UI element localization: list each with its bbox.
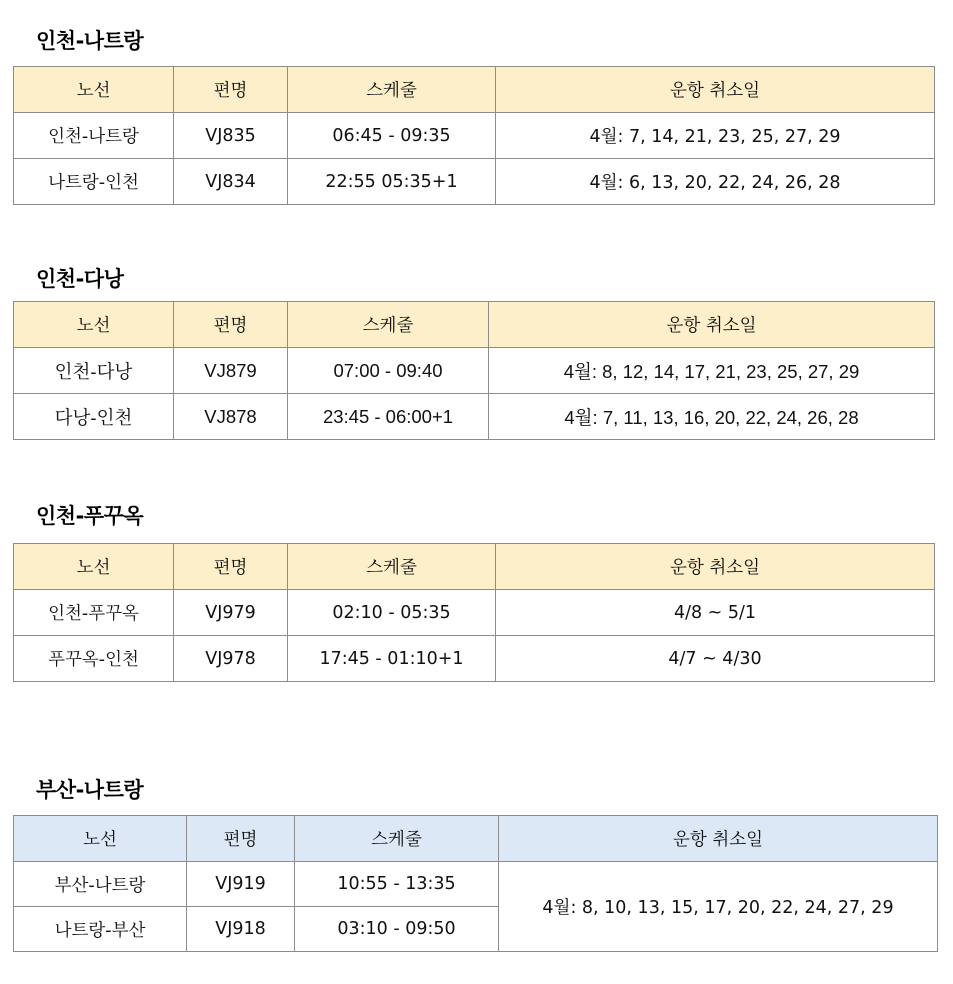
cell-route: 푸꾸옥-인천 [14, 636, 174, 682]
table-header-row [14, 67, 935, 113]
cell-cancel-dates: 4/7 ~ 4/30 [496, 636, 935, 682]
table-row [14, 862, 938, 907]
table-header-row [14, 544, 935, 590]
header-cancel-dates: 운항 취소일 [496, 544, 935, 590]
schedule-table-icn-cxr [13, 66, 935, 205]
header-schedule: 스케줄 [288, 302, 489, 348]
header-cancel-dates: 운항 취소일 [489, 302, 935, 348]
table-row [14, 394, 935, 440]
cell-schedule: 23:45 - 06:00+1 [288, 394, 489, 440]
cell-route: 인천-나트랑 [14, 113, 174, 159]
cell-route: 인천-다낭 [14, 348, 174, 394]
cell-cancel-dates: 4월: 7, 14, 21, 23, 25, 27, 29 [496, 113, 935, 159]
cell-route: 나트랑-인천 [14, 159, 174, 205]
cell-schedule: 07:00 - 09:40 [288, 348, 489, 394]
schedule-table-icn-dad [13, 301, 935, 440]
cell-flight: VJ878 [174, 394, 288, 440]
table-header-row [14, 816, 938, 862]
header-schedule: 스케줄 [288, 544, 496, 590]
cell-cancel-dates: 4월: 7, 11, 13, 16, 20, 22, 24, 26, 28 [489, 394, 935, 440]
cell-schedule: 06:45 - 09:35 [288, 113, 496, 159]
header-flight: 편명 [174, 67, 288, 113]
section-title-icn-dad: 인천-다낭 [36, 267, 124, 291]
cell-schedule: 10:55 - 13:35 [295, 862, 499, 907]
cell-cancel-dates: 4월: 8, 12, 14, 17, 21, 23, 25, 27, 29 [489, 348, 935, 394]
header-cancel-dates: 운항 취소일 [499, 816, 938, 862]
header-flight: 편명 [174, 544, 288, 590]
table-row [14, 159, 935, 205]
schedule-table-pus-cxr [13, 815, 938, 952]
schedule-table-icn-pqc [13, 543, 935, 682]
cell-route: 인천-푸꾸옥 [14, 590, 174, 636]
header-route: 노선 [14, 67, 174, 113]
table-row [14, 348, 935, 394]
header-route: 노선 [14, 302, 174, 348]
cell-flight: VJ919 [187, 862, 295, 907]
cell-schedule: 03:10 - 09:50 [295, 907, 499, 952]
table-header-row [14, 302, 935, 348]
header-schedule: 스케줄 [288, 67, 496, 113]
header-schedule: 스케줄 [295, 816, 499, 862]
header-flight: 편명 [187, 816, 295, 862]
table-row [14, 590, 935, 636]
header-route: 노선 [14, 544, 174, 590]
cell-flight: VJ978 [174, 636, 288, 682]
section-title-pus-cxr: 부산-나트랑 [36, 778, 144, 802]
cell-cancel-dates: 4/8 ~ 5/1 [496, 590, 935, 636]
cell-schedule: 22:55 05:35+1 [288, 159, 496, 205]
cell-schedule: 02:10 - 05:35 [288, 590, 496, 636]
cell-route: 나트랑-부산 [14, 907, 187, 952]
cell-cancel-dates: 4월: 6, 13, 20, 22, 24, 26, 28 [496, 159, 935, 205]
section-title-icn-pqc: 인천-푸꾸옥 [36, 504, 144, 528]
cell-flight: VJ834 [174, 159, 288, 205]
header-flight: 편명 [174, 302, 288, 348]
cell-route: 다낭-인천 [14, 394, 174, 440]
header-cancel-dates: 운항 취소일 [496, 67, 935, 113]
header-route: 노선 [14, 816, 187, 862]
section-title-icn-cxr: 인천-나트랑 [36, 29, 144, 53]
cell-schedule: 17:45 - 01:10+1 [288, 636, 496, 682]
cell-route: 부산-나트랑 [14, 862, 187, 907]
cell-flight: VJ979 [174, 590, 288, 636]
cell-flight: VJ879 [174, 348, 288, 394]
cell-flight: VJ918 [187, 907, 295, 952]
cell-cancel-dates-merged: 4월: 8, 10, 13, 15, 17, 20, 22, 24, 27, 29 [499, 862, 938, 952]
cell-flight: VJ835 [174, 113, 288, 159]
table-row [14, 636, 935, 682]
table-row [14, 113, 935, 159]
